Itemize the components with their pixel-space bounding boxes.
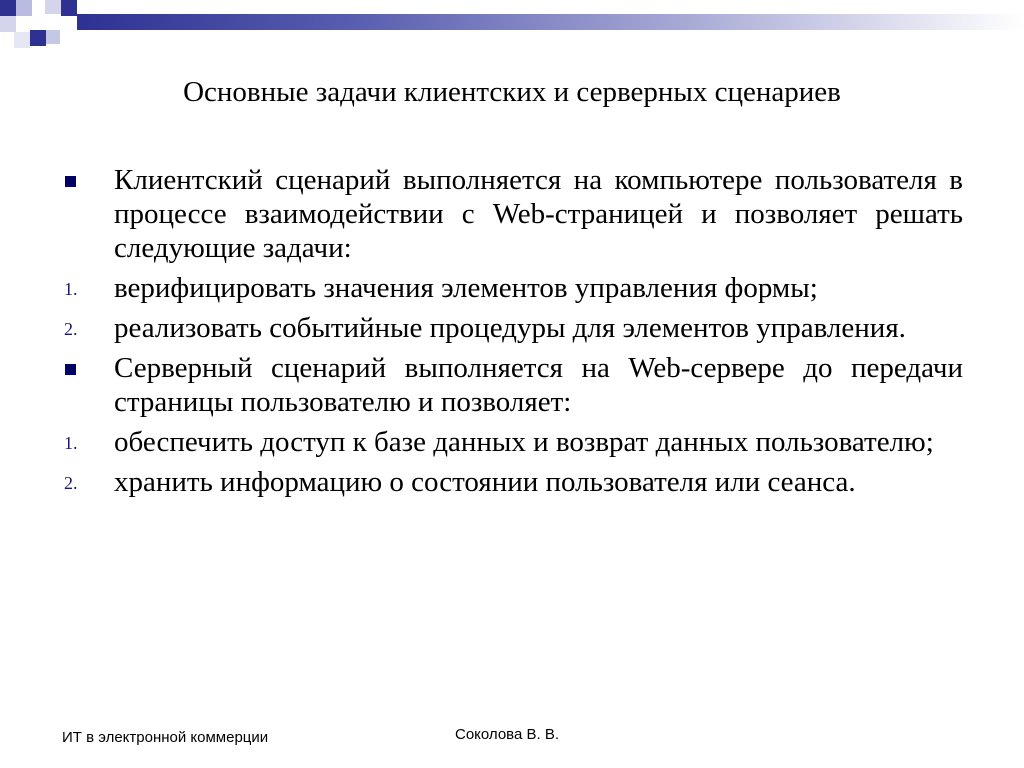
item-text: реализовать событийные процедуры для элементов управления. (114, 312, 906, 344)
item-number: 1. (64, 279, 78, 299)
decor-square (16, 0, 32, 16)
item-text: Серверный сценарий выполняется на Web-сервере до передачи страницы пользователю и позволяет: (114, 352, 963, 418)
footer-course: ИТ в электронной коммерции (62, 729, 269, 746)
header-decoration (0, 0, 1024, 60)
square-bullet-icon (65, 176, 76, 187)
numbered-item (60, 425, 963, 459)
numbered-item (60, 271, 963, 305)
square-bullet-icon (65, 364, 76, 375)
footer-author: Соколова В. В. (455, 726, 560, 743)
decor-square (61, 0, 77, 16)
decor-square (46, 30, 60, 44)
item-text: верифицировать значения элементов управления формы; (114, 272, 818, 304)
item-text: обеспечить доступ к базе данных и возврат данных пользователю; (114, 426, 934, 458)
bullet-item (60, 163, 963, 265)
decor-square (14, 32, 30, 48)
bullet-item (60, 351, 963, 419)
slide-content (60, 163, 963, 505)
numbered-item (60, 465, 963, 499)
item-text: Клиентский сценарий выполняется на компьютере пользователя в процессе взаимодействии с Web-страницей и позволяет решать следующие задачи: (114, 164, 963, 264)
item-number: 2. (64, 319, 78, 339)
decor-square (30, 30, 46, 46)
decor-square (45, 0, 61, 14)
item-number: 2. (64, 473, 78, 493)
decor-square (0, 16, 16, 32)
numbered-item (60, 311, 963, 345)
item-text: хранить информацию о состоянии пользователя или сеанса. (114, 466, 856, 498)
header-gradient-bar (77, 14, 1024, 30)
slide-title: Основные задачи клиентских и серверных сценариев (183, 76, 841, 108)
item-number: 1. (64, 433, 78, 453)
decor-square (0, 0, 16, 16)
